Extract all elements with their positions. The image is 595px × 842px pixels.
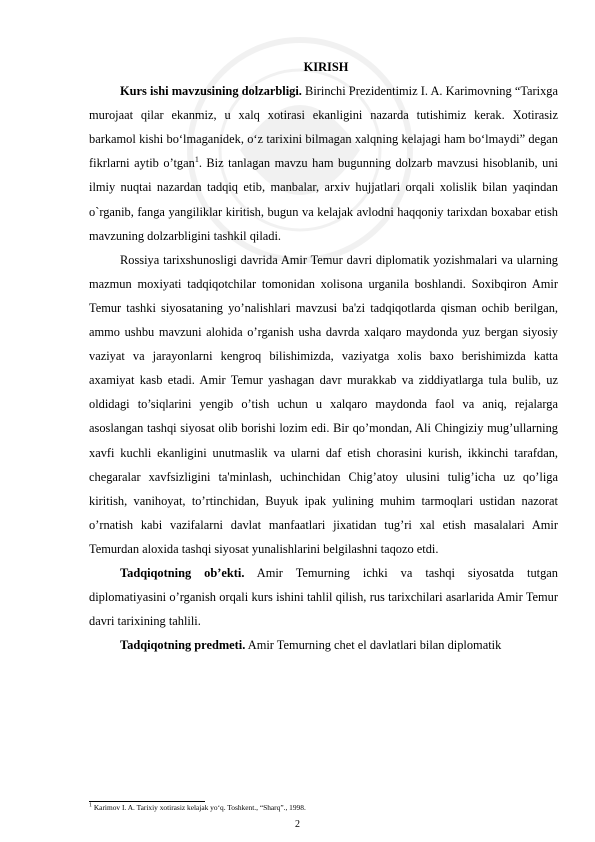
paragraph-subject xyxy=(89,633,558,657)
paragraph-object-text: Amir Temurning ichki va tashqi siyosatda tutgan diplomatiyasini o’rganish orqali kurs ishini tahlil qilish, rus tarixchilari asarlarida Amir Temur davri tarixining tahlili. xyxy=(89,565,559,629)
paragraph-relevance-text-cont: . Biz tanlagan mavzu ham bugunning dolzarb mavzusi hisoblanib, uni ilmiy nuqtai nazardan tadqiq etib, manbalar, arxiv hujjatlari orqali xolislik bilan yaqindan o`rganib, fanga yangiliklar kiritish, bugun va kelajak avlodni haqqoniy tarixdan boxabar etish mavzuning dolzarbligini tashkil qiladi. xyxy=(89,156,558,243)
paragraph-relevance-text: Birinchi Prezidentimiz I. A. Karimovning “Tarixga murojaat qilar ekanmiz, u xalq xotirasi ekanligini nazarda tutishimiz kerak. Xotirasiz barkamol kishi bo‘lmaganidek, o‘z tarixini bilmagan xalqning kelajagi ham bo‘lmaydi” degan fikrlarni aytib o’tgan xyxy=(89,84,559,171)
heading-relevance: Kurs ishi mavzusining dolzarbligi. xyxy=(120,84,302,99)
footnote xyxy=(89,803,306,813)
footnote-text: Karimov I. A. Tarixiy xotirasiz kelajak yo‘q. Toshkent., “Sharq”., 1998. xyxy=(92,803,306,812)
page-title: KIRISH xyxy=(303,60,349,74)
footnote-number: 1 xyxy=(89,802,92,809)
paragraph-subject-text: Amir Temurning chet el davlatlari bilan diplomatik xyxy=(245,638,502,653)
paragraph-relevance xyxy=(89,79,558,248)
footnote-ref[interactable]: 1 xyxy=(194,155,199,165)
body-text xyxy=(89,55,558,657)
heading-subject: Tadqiqotning predmeti. xyxy=(120,638,246,653)
footnote-divider xyxy=(89,801,205,802)
heading-object: Tadqiqotning ob’ekti. xyxy=(120,565,245,580)
paragraph-historiography: Rossiya tarixshunosligi davrida Amir Temur davri diplomatik yozishmalari va ularning mazmun moxiyati tadqiqotchilar tomonidan xolisona urganila boshlandi. Soxibqiron Amir Temur tashki siyosataning yo’nalishlari mavzusi ba'zi tadqiqotlarda qisman ochib berilgan, ammo ushbu mavzuni alohida o’rganish usha davrda xalqaro maydonda yuz bergan siyosiy vaziyat va jarayonlarni kengroq bilishimizda, vaziyatga xolis baxo berishimizda katta axamiyat kasb etadi. Amir Temur yashagan davr murakkab va ziddiyatlarga tula bulib, uz oldidagi to’siqlarini yengib o’tish uchun u xalqaro maydonda faol va aniq, rejalarga asoslangan tashqi siyosat olib borishi lozim edi. Bir qo’mondan, Ali Chingiziy mug’ullarning xavfi kuchli ekanligini unutmaslik va ularni daf etish chorasini kurish, ikkinchi tarafdan, chegaralar xavfsizligini ta'minlash, uchinchidan Chig’atoy ulusini tulig’icha uz qo’liga kiritish, vanihoyat, to’rtinchidan, Buyuk ipak yulining muhim tarmoqlari ustidan nazorat o’rnatish kabi vazifalarni davlat manfaatlari jixatidan tug’ri xal etish masalalari Amir Temurdan aloxida tashqi siyosat yunalishlarini belgilashni taqozo etdi. xyxy=(89,252,558,556)
paragraph-object xyxy=(89,561,558,633)
page-number: 2 xyxy=(295,819,300,830)
